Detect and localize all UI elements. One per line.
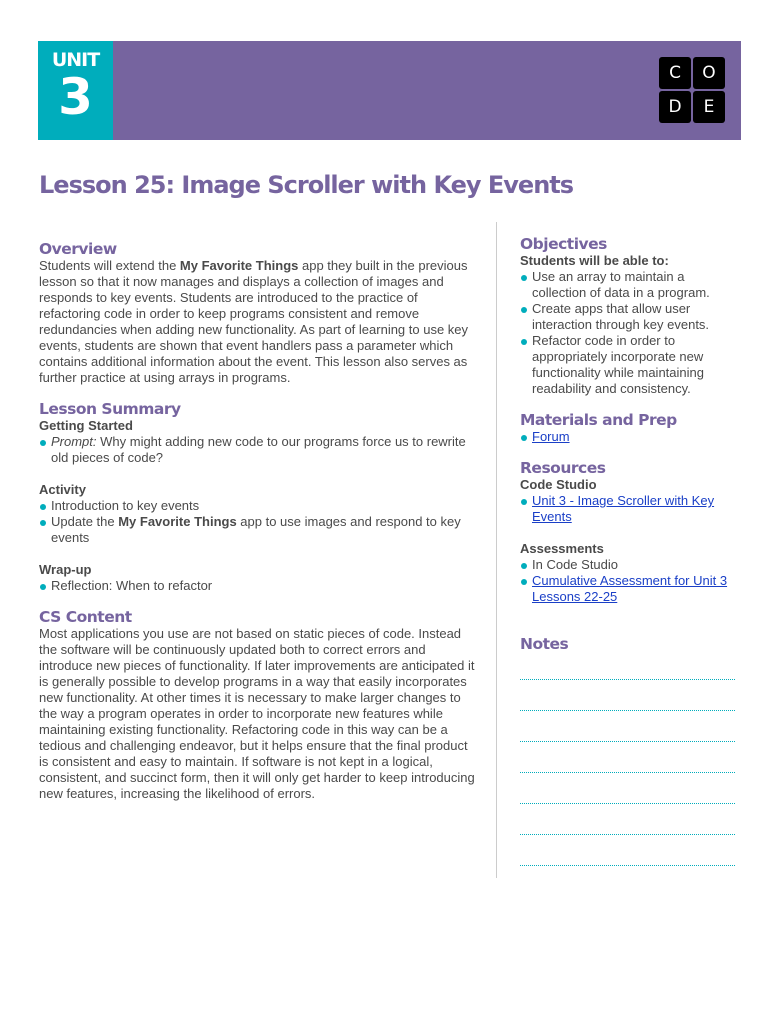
app-name: My Favorite Things: [118, 514, 237, 529]
notes-line: [520, 804, 735, 835]
lesson-summary-heading: Lesson Summary: [39, 400, 181, 418]
unit-label: UNIT: [51, 49, 100, 71]
notes-line: [520, 773, 735, 804]
notes-line: [520, 649, 735, 680]
list-item: [39, 514, 479, 546]
list-item: Refactor code in order to appropriately incorporate new functionality while maintaining readability and consistency.: [520, 333, 740, 397]
objectives-heading: Objectives: [520, 235, 607, 253]
logo-letter: D: [659, 91, 691, 123]
assessments-heading: Assessments: [520, 541, 604, 556]
code-studio-link[interactable]: Unit 3 - Image Scroller with Key Events: [532, 493, 715, 524]
notes-heading: Notes: [520, 635, 569, 653]
text: Why might adding new code to our programs force us to rewrite old pieces of code?: [51, 434, 466, 465]
list-item: Create apps that allow user interaction through key events.: [520, 301, 740, 333]
left-column: [39, 240, 479, 802]
list-item: [520, 429, 740, 445]
column-divider: [496, 222, 497, 878]
text: app to use images and respond to key events: [51, 514, 461, 545]
text: Update the: [51, 514, 119, 529]
list-item: [520, 493, 740, 525]
unit-badge: [38, 41, 113, 140]
cs-content-heading: CS Content: [39, 608, 132, 626]
prompt-label: Prompt:: [51, 434, 97, 449]
list-item: Reflection: When to refactor: [39, 578, 479, 594]
forum-link[interactable]: Forum: [532, 429, 570, 444]
list-item: [520, 573, 740, 605]
unit-number: 3: [58, 68, 93, 126]
assessment-link[interactable]: Cumulative Assessment for Unit 3 Lessons 22-25: [532, 573, 728, 604]
resources-heading: Resources: [520, 459, 606, 477]
wrapup-heading: Wrap-up: [39, 562, 92, 577]
overview-text: [39, 258, 479, 386]
cs-content-text: Most applications you use are not based on static pieces of code. Instead the software will be continuously updated both to correct errors and introduce new pieces of functionality. If later improvements are anticipated it is generally possible to develop programs in a way that easily incorporates new functionality. At other times it is necessary to make larger changes to the way a program operates in order to incorporate new features while maintaining existing functionality. Refactoring code in this way can be a tedious and challenging endeavor, but it helps ensure that the final product is consistent and easy to maintain. If software is not kept in a logical, consistent, and succinct form, then it will only get harder to keep introducing new features, increasing the likelihood of errors.: [39, 626, 475, 801]
objectives-subheading: Students will be able to:: [520, 253, 669, 268]
overview-heading: Overview: [39, 240, 117, 258]
logo-letter: C: [659, 57, 691, 89]
list-item: In Code Studio: [520, 557, 740, 573]
notes-line: [520, 835, 735, 866]
page-title: Lesson 25: Image Scroller with Key Events: [39, 171, 574, 199]
list-item: Introduction to key events: [39, 498, 479, 514]
logo-letter: E: [693, 91, 725, 123]
list-item: Use an array to maintain a collection of data in a program.: [520, 269, 740, 301]
right-column: [520, 235, 740, 866]
code-studio-heading: Code Studio: [520, 477, 597, 492]
notes-line: [520, 711, 735, 742]
app-name: My Favorite Things: [179, 258, 299, 273]
notes-line: [520, 742, 735, 773]
unit-header-banner: [38, 41, 741, 140]
activity-heading: Activity: [39, 482, 86, 497]
list-item: [39, 434, 479, 466]
notes-line: [520, 680, 735, 711]
notes-lines: [520, 649, 735, 866]
logo-letter: O: [693, 57, 725, 89]
code-logo: [659, 57, 725, 123]
text: app they built in the previous lesson so that it now manages and displays a collection of images and responds to key events. Students are introduced to the practice of refactoring code in order to keep programs consistent and remove redundancies when adding new functionality. As part of learning to use key events, students are shown that event handlers pass a parameter which contains additional information about the event. This lesson also serves as further practice at using arrays in programs.: [39, 258, 469, 385]
text: Students will extend the: [39, 258, 180, 273]
materials-heading: Materials and Prep: [520, 411, 677, 429]
getting-started-heading: Getting Started: [39, 418, 133, 433]
